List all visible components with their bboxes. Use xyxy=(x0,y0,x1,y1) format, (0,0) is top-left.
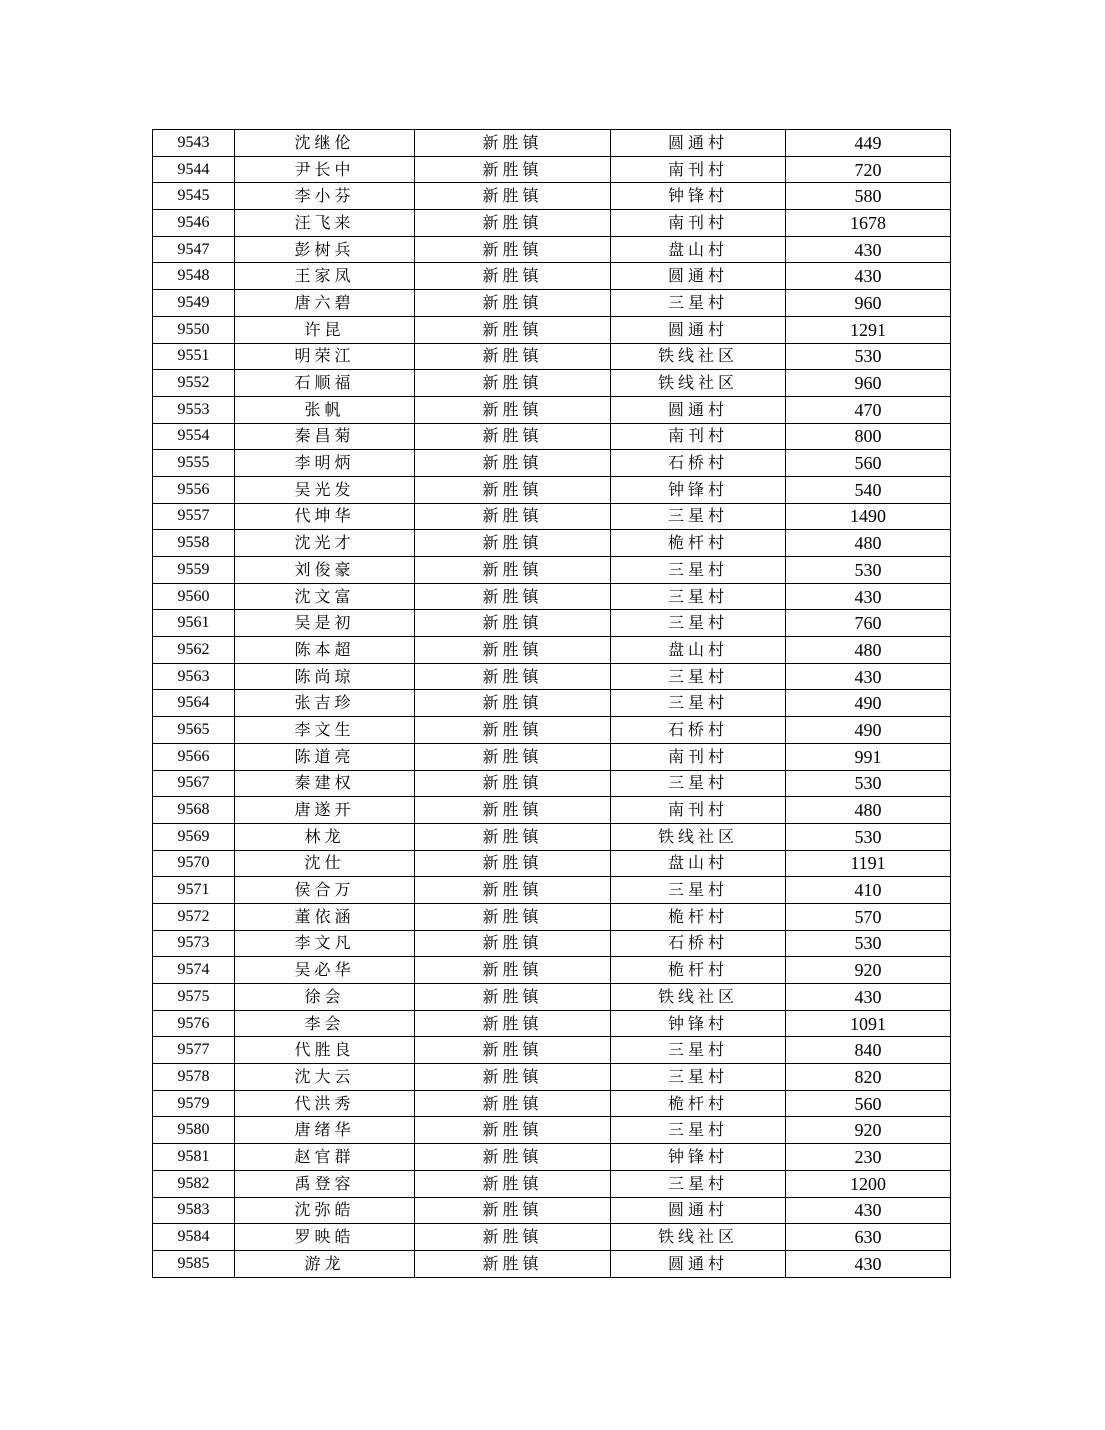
record-number-cell: 9570 xyxy=(153,850,235,877)
village-cell: 铁线社区 xyxy=(611,370,786,397)
amount-cell: 430 xyxy=(786,1197,951,1224)
person-name-cell: 唐遂开 xyxy=(235,797,415,824)
town-cell: 新胜镇 xyxy=(415,316,611,343)
record-number-cell: 9582 xyxy=(153,1170,235,1197)
table-row xyxy=(153,1010,951,1037)
table-row xyxy=(153,1117,951,1144)
person-name-cell: 李会 xyxy=(235,1010,415,1037)
record-number-cell: 9562 xyxy=(153,637,235,664)
person-name-cell: 罗映皓 xyxy=(235,1224,415,1251)
table-row xyxy=(153,1170,951,1197)
record-number-cell: 9553 xyxy=(153,396,235,423)
table-row xyxy=(153,236,951,263)
town-cell: 新胜镇 xyxy=(415,210,611,237)
table-row xyxy=(153,1197,951,1224)
record-number-cell: 9571 xyxy=(153,877,235,904)
amount-cell: 800 xyxy=(786,423,951,450)
town-cell: 新胜镇 xyxy=(415,530,611,557)
record-number-cell: 9583 xyxy=(153,1197,235,1224)
record-number-cell: 9576 xyxy=(153,1010,235,1037)
village-cell: 桅杆村 xyxy=(611,903,786,930)
person-name-cell: 汪飞来 xyxy=(235,210,415,237)
person-name-cell: 秦建权 xyxy=(235,770,415,797)
amount-cell: 430 xyxy=(786,984,951,1011)
person-name-cell: 沈大云 xyxy=(235,1064,415,1091)
amount-cell: 1490 xyxy=(786,503,951,530)
town-cell: 新胜镇 xyxy=(415,637,611,664)
town-cell: 新胜镇 xyxy=(415,1250,611,1277)
person-name-cell: 王家凤 xyxy=(235,263,415,290)
village-cell: 三星村 xyxy=(611,770,786,797)
person-name-cell: 李小芬 xyxy=(235,183,415,210)
town-cell: 新胜镇 xyxy=(415,503,611,530)
person-name-cell: 明荣江 xyxy=(235,343,415,370)
town-cell: 新胜镇 xyxy=(415,1144,611,1171)
village-cell: 桅杆村 xyxy=(611,957,786,984)
table-row xyxy=(153,423,951,450)
person-name-cell: 李明炳 xyxy=(235,450,415,477)
amount-cell: 530 xyxy=(786,823,951,850)
record-number-cell: 9561 xyxy=(153,610,235,637)
amount-cell: 960 xyxy=(786,370,951,397)
town-cell: 新胜镇 xyxy=(415,903,611,930)
town-cell: 新胜镇 xyxy=(415,1170,611,1197)
record-number-cell: 9568 xyxy=(153,797,235,824)
town-cell: 新胜镇 xyxy=(415,236,611,263)
amount-cell: 720 xyxy=(786,156,951,183)
person-name-cell: 董依涵 xyxy=(235,903,415,930)
record-number-cell: 9544 xyxy=(153,156,235,183)
person-name-cell: 张吉珍 xyxy=(235,690,415,717)
document-page xyxy=(152,129,950,1278)
record-number-cell: 9580 xyxy=(153,1117,235,1144)
record-number-cell: 9565 xyxy=(153,717,235,744)
village-cell: 三星村 xyxy=(611,1170,786,1197)
amount-cell: 530 xyxy=(786,770,951,797)
person-name-cell: 沈光才 xyxy=(235,530,415,557)
town-cell: 新胜镇 xyxy=(415,1117,611,1144)
village-cell: 钟锋村 xyxy=(611,1010,786,1037)
record-number-cell: 9563 xyxy=(153,663,235,690)
table-row xyxy=(153,396,951,423)
table-row xyxy=(153,957,951,984)
village-cell: 南刊村 xyxy=(611,797,786,824)
town-cell: 新胜镇 xyxy=(415,743,611,770)
amount-cell: 530 xyxy=(786,557,951,584)
roster-table xyxy=(152,129,951,1278)
table-row xyxy=(153,663,951,690)
town-cell: 新胜镇 xyxy=(415,690,611,717)
record-number-cell: 9574 xyxy=(153,957,235,984)
amount-cell: 1200 xyxy=(786,1170,951,1197)
table-row xyxy=(153,637,951,664)
town-cell: 新胜镇 xyxy=(415,663,611,690)
person-name-cell: 张帆 xyxy=(235,396,415,423)
record-number-cell: 9551 xyxy=(153,343,235,370)
person-name-cell: 陈本超 xyxy=(235,637,415,664)
record-number-cell: 9558 xyxy=(153,530,235,557)
village-cell: 桅杆村 xyxy=(611,530,786,557)
table-row xyxy=(153,183,951,210)
table-row xyxy=(153,1224,951,1251)
record-number-cell: 9575 xyxy=(153,984,235,1011)
village-cell: 铁线社区 xyxy=(611,823,786,850)
person-name-cell: 吴是初 xyxy=(235,610,415,637)
table-row xyxy=(153,156,951,183)
amount-cell: 820 xyxy=(786,1064,951,1091)
amount-cell: 570 xyxy=(786,903,951,930)
amount-cell: 430 xyxy=(786,236,951,263)
amount-cell: 1091 xyxy=(786,1010,951,1037)
table-row xyxy=(153,930,951,957)
person-name-cell: 林龙 xyxy=(235,823,415,850)
record-number-cell: 9543 xyxy=(153,130,235,157)
town-cell: 新胜镇 xyxy=(415,797,611,824)
record-number-cell: 9546 xyxy=(153,210,235,237)
village-cell: 圆通村 xyxy=(611,316,786,343)
village-cell: 三星村 xyxy=(611,1064,786,1091)
town-cell: 新胜镇 xyxy=(415,930,611,957)
record-number-cell: 9547 xyxy=(153,236,235,263)
person-name-cell: 代洪秀 xyxy=(235,1090,415,1117)
town-cell: 新胜镇 xyxy=(415,557,611,584)
town-cell: 新胜镇 xyxy=(415,450,611,477)
person-name-cell: 侯合万 xyxy=(235,877,415,904)
amount-cell: 530 xyxy=(786,930,951,957)
amount-cell: 480 xyxy=(786,797,951,824)
record-number-cell: 9559 xyxy=(153,557,235,584)
record-number-cell: 9550 xyxy=(153,316,235,343)
amount-cell: 410 xyxy=(786,877,951,904)
amount-cell: 449 xyxy=(786,130,951,157)
person-name-cell: 沈继伦 xyxy=(235,130,415,157)
person-name-cell: 尹长中 xyxy=(235,156,415,183)
village-cell: 三星村 xyxy=(611,663,786,690)
table-row xyxy=(153,476,951,503)
record-number-cell: 9569 xyxy=(153,823,235,850)
table-row xyxy=(153,583,951,610)
table-row xyxy=(153,770,951,797)
record-number-cell: 9555 xyxy=(153,450,235,477)
village-cell: 三星村 xyxy=(611,583,786,610)
person-name-cell: 刘俊豪 xyxy=(235,557,415,584)
town-cell: 新胜镇 xyxy=(415,1197,611,1224)
table-row xyxy=(153,263,951,290)
village-cell: 三星村 xyxy=(611,877,786,904)
person-name-cell: 彭树兵 xyxy=(235,236,415,263)
table-row xyxy=(153,343,951,370)
person-name-cell: 陈尚琼 xyxy=(235,663,415,690)
person-name-cell: 唐六碧 xyxy=(235,290,415,317)
amount-cell: 580 xyxy=(786,183,951,210)
amount-cell: 490 xyxy=(786,690,951,717)
village-cell: 铁线社区 xyxy=(611,984,786,1011)
village-cell: 三星村 xyxy=(611,503,786,530)
village-cell: 三星村 xyxy=(611,290,786,317)
amount-cell: 480 xyxy=(786,530,951,557)
town-cell: 新胜镇 xyxy=(415,290,611,317)
amount-cell: 630 xyxy=(786,1224,951,1251)
town-cell: 新胜镇 xyxy=(415,850,611,877)
table-row xyxy=(153,903,951,930)
table-row xyxy=(153,690,951,717)
amount-cell: 430 xyxy=(786,263,951,290)
amount-cell: 560 xyxy=(786,450,951,477)
record-number-cell: 9567 xyxy=(153,770,235,797)
record-number-cell: 9578 xyxy=(153,1064,235,1091)
village-cell: 盘山村 xyxy=(611,850,786,877)
person-name-cell: 沈弥皓 xyxy=(235,1197,415,1224)
town-cell: 新胜镇 xyxy=(415,183,611,210)
village-cell: 三星村 xyxy=(611,557,786,584)
town-cell: 新胜镇 xyxy=(415,476,611,503)
record-number-cell: 9564 xyxy=(153,690,235,717)
table-row xyxy=(153,610,951,637)
town-cell: 新胜镇 xyxy=(415,423,611,450)
amount-cell: 1291 xyxy=(786,316,951,343)
record-number-cell: 9556 xyxy=(153,476,235,503)
record-number-cell: 9577 xyxy=(153,1037,235,1064)
record-number-cell: 9579 xyxy=(153,1090,235,1117)
village-cell: 石桥村 xyxy=(611,717,786,744)
person-name-cell: 许昆 xyxy=(235,316,415,343)
person-name-cell: 吴必华 xyxy=(235,957,415,984)
village-cell: 石桥村 xyxy=(611,450,786,477)
person-name-cell: 沈仕 xyxy=(235,850,415,877)
amount-cell: 1191 xyxy=(786,850,951,877)
village-cell: 钟锋村 xyxy=(611,183,786,210)
record-number-cell: 9549 xyxy=(153,290,235,317)
amount-cell: 530 xyxy=(786,343,951,370)
village-cell: 钟锋村 xyxy=(611,1144,786,1171)
village-cell: 南刊村 xyxy=(611,743,786,770)
town-cell: 新胜镇 xyxy=(415,1064,611,1091)
table-row xyxy=(153,557,951,584)
village-cell: 三星村 xyxy=(611,690,786,717)
table-row xyxy=(153,503,951,530)
village-cell: 南刊村 xyxy=(611,423,786,450)
table-row xyxy=(153,1144,951,1171)
town-cell: 新胜镇 xyxy=(415,583,611,610)
person-name-cell: 秦昌菊 xyxy=(235,423,415,450)
town-cell: 新胜镇 xyxy=(415,343,611,370)
village-cell: 盘山村 xyxy=(611,637,786,664)
record-number-cell: 9552 xyxy=(153,370,235,397)
town-cell: 新胜镇 xyxy=(415,984,611,1011)
table-row xyxy=(153,316,951,343)
table-row xyxy=(153,823,951,850)
amount-cell: 920 xyxy=(786,957,951,984)
town-cell: 新胜镇 xyxy=(415,1224,611,1251)
town-cell: 新胜镇 xyxy=(415,1090,611,1117)
record-number-cell: 9545 xyxy=(153,183,235,210)
village-cell: 三星村 xyxy=(611,1117,786,1144)
record-number-cell: 9585 xyxy=(153,1250,235,1277)
table-row xyxy=(153,370,951,397)
table-row xyxy=(153,850,951,877)
table-row xyxy=(153,210,951,237)
record-number-cell: 9584 xyxy=(153,1224,235,1251)
town-cell: 新胜镇 xyxy=(415,717,611,744)
record-number-cell: 9548 xyxy=(153,263,235,290)
record-number-cell: 9581 xyxy=(153,1144,235,1171)
village-cell: 铁线社区 xyxy=(611,1224,786,1251)
person-name-cell: 游龙 xyxy=(235,1250,415,1277)
record-number-cell: 9572 xyxy=(153,903,235,930)
town-cell: 新胜镇 xyxy=(415,770,611,797)
town-cell: 新胜镇 xyxy=(415,396,611,423)
person-name-cell: 代胜良 xyxy=(235,1037,415,1064)
person-name-cell: 禹登容 xyxy=(235,1170,415,1197)
table-row xyxy=(153,450,951,477)
amount-cell: 430 xyxy=(786,1250,951,1277)
village-cell: 石桥村 xyxy=(611,930,786,957)
amount-cell: 840 xyxy=(786,1037,951,1064)
roster-table-body xyxy=(153,130,951,1278)
person-name-cell: 李文生 xyxy=(235,717,415,744)
village-cell: 圆通村 xyxy=(611,1197,786,1224)
village-cell: 桅杆村 xyxy=(611,1090,786,1117)
town-cell: 新胜镇 xyxy=(415,1037,611,1064)
amount-cell: 760 xyxy=(786,610,951,637)
person-name-cell: 徐会 xyxy=(235,984,415,1011)
town-cell: 新胜镇 xyxy=(415,823,611,850)
table-row xyxy=(153,797,951,824)
village-cell: 钟锋村 xyxy=(611,476,786,503)
town-cell: 新胜镇 xyxy=(415,263,611,290)
person-name-cell: 李文凡 xyxy=(235,930,415,957)
town-cell: 新胜镇 xyxy=(415,877,611,904)
table-row xyxy=(153,530,951,557)
record-number-cell: 9566 xyxy=(153,743,235,770)
person-name-cell: 赵官群 xyxy=(235,1144,415,1171)
amount-cell: 1678 xyxy=(786,210,951,237)
person-name-cell: 沈文富 xyxy=(235,583,415,610)
person-name-cell: 陈道亮 xyxy=(235,743,415,770)
village-cell: 铁线社区 xyxy=(611,343,786,370)
village-cell: 圆通村 xyxy=(611,130,786,157)
village-cell: 圆通村 xyxy=(611,263,786,290)
amount-cell: 991 xyxy=(786,743,951,770)
village-cell: 三星村 xyxy=(611,610,786,637)
amount-cell: 480 xyxy=(786,637,951,664)
amount-cell: 960 xyxy=(786,290,951,317)
table-row xyxy=(153,1064,951,1091)
town-cell: 新胜镇 xyxy=(415,156,611,183)
village-cell: 圆通村 xyxy=(611,396,786,423)
table-row xyxy=(153,877,951,904)
amount-cell: 920 xyxy=(786,1117,951,1144)
town-cell: 新胜镇 xyxy=(415,370,611,397)
amount-cell: 470 xyxy=(786,396,951,423)
table-row xyxy=(153,290,951,317)
person-name-cell: 石顺福 xyxy=(235,370,415,397)
record-number-cell: 9560 xyxy=(153,583,235,610)
village-cell: 三星村 xyxy=(611,1037,786,1064)
person-name-cell: 唐绪华 xyxy=(235,1117,415,1144)
amount-cell: 490 xyxy=(786,717,951,744)
person-name-cell: 吴光发 xyxy=(235,476,415,503)
village-cell: 盘山村 xyxy=(611,236,786,263)
table-row xyxy=(153,1037,951,1064)
amount-cell: 540 xyxy=(786,476,951,503)
village-cell: 南刊村 xyxy=(611,210,786,237)
town-cell: 新胜镇 xyxy=(415,1010,611,1037)
table-row xyxy=(153,717,951,744)
village-cell: 南刊村 xyxy=(611,156,786,183)
record-number-cell: 9557 xyxy=(153,503,235,530)
record-number-cell: 9573 xyxy=(153,930,235,957)
table-row xyxy=(153,984,951,1011)
town-cell: 新胜镇 xyxy=(415,130,611,157)
table-row xyxy=(153,130,951,157)
town-cell: 新胜镇 xyxy=(415,610,611,637)
record-number-cell: 9554 xyxy=(153,423,235,450)
amount-cell: 560 xyxy=(786,1090,951,1117)
amount-cell: 430 xyxy=(786,663,951,690)
village-cell: 圆通村 xyxy=(611,1250,786,1277)
table-row xyxy=(153,1090,951,1117)
table-row xyxy=(153,1250,951,1277)
table-row xyxy=(153,743,951,770)
amount-cell: 430 xyxy=(786,583,951,610)
amount-cell: 230 xyxy=(786,1144,951,1171)
town-cell: 新胜镇 xyxy=(415,957,611,984)
person-name-cell: 代坤华 xyxy=(235,503,415,530)
